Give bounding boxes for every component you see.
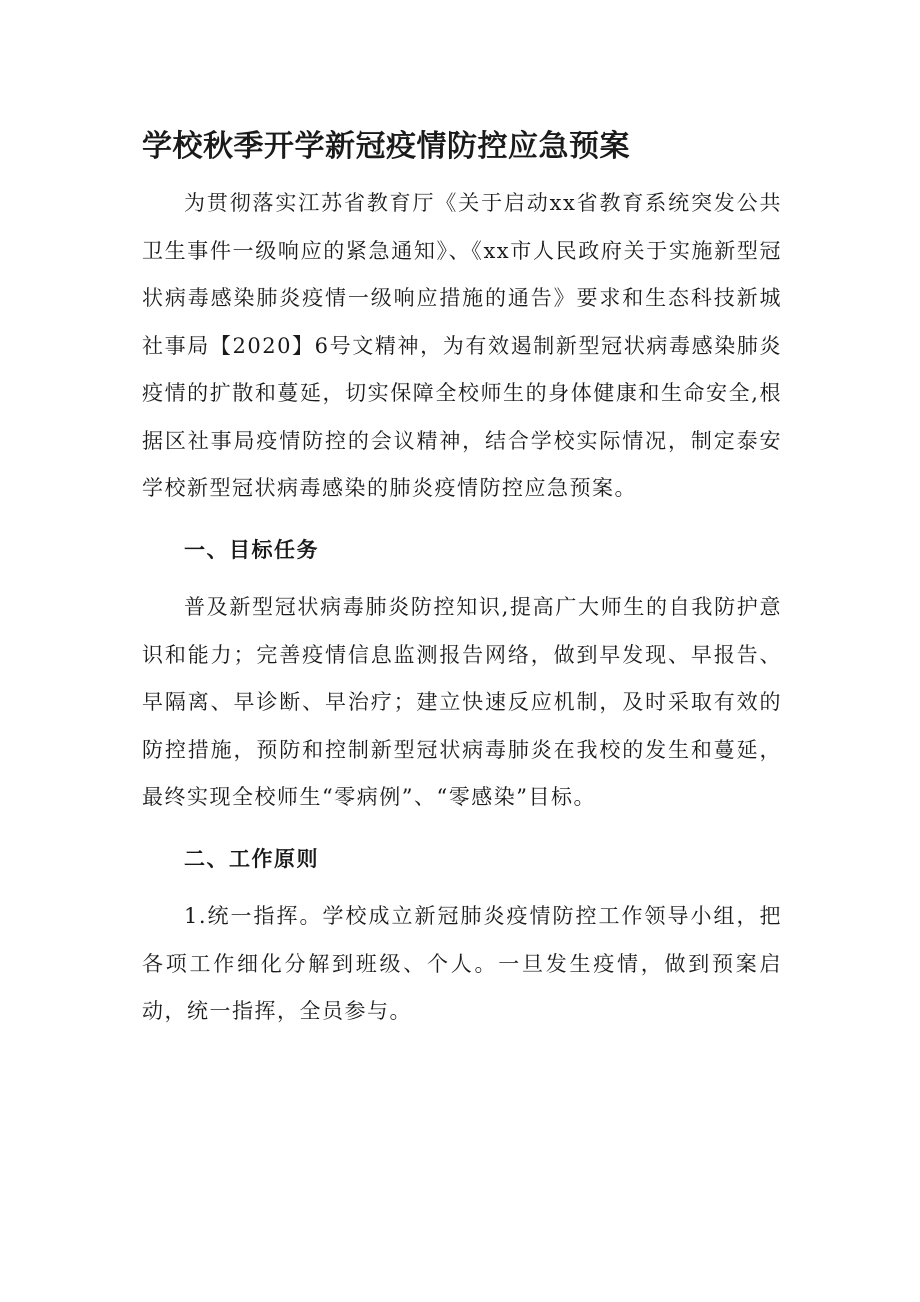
document-title: 学校秋季开学新冠疫情防控应急预案 <box>142 129 630 164</box>
section-paragraph: 普及新型冠状病毒肺炎防控知识,提高广大师生的自我防护意识和能力；完善疫情信息监测报告网络，做到早发现、早报告、早隔离、早诊断、早治疗；建立快速反应机制，及时采取有效的防控措施，预防和控制新型冠状病毒肺炎在我校的发生和蔓延，最终实现全校师生“零病例”、“零感染”目标。 <box>142 595 782 809</box>
section-heading-goals: 一、目标任务 <box>184 537 319 562</box>
section-heading-principles: 二、工作原则 <box>184 846 319 871</box>
section-paragraph: 1.统一指挥。学校成立新冠肺炎疫情防控工作领导小组，把各项工作细化分解到班级、个人。一旦发生疫情，做到预案启动，统一指挥，全员参与。 <box>142 904 782 1023</box>
intro-paragraph: 为贯彻落实江苏省教育厅《关于启动xx省教育系统突发公共卫生事件一级响应的紧急通知》、《xx市人民政府关于实施新型冠状病毒感染肺炎疫情一级响应措施的通告》要求和生态科技新城社事局【2020】6号文精神，为有效遏制新型冠状病毒感染肺炎疫情的扩散和蔓延，切实保障全校师生的身体健康和生命安全,根据区社事局疫情防控的会议精神，结合学校实际情况，制定泰安学校新型冠状病毒感染的肺炎疫情防控应急预案。 <box>142 191 782 500</box>
document-body <box>142 118 782 1036</box>
section-goals <box>142 527 782 822</box>
section-principles <box>142 836 782 1036</box>
